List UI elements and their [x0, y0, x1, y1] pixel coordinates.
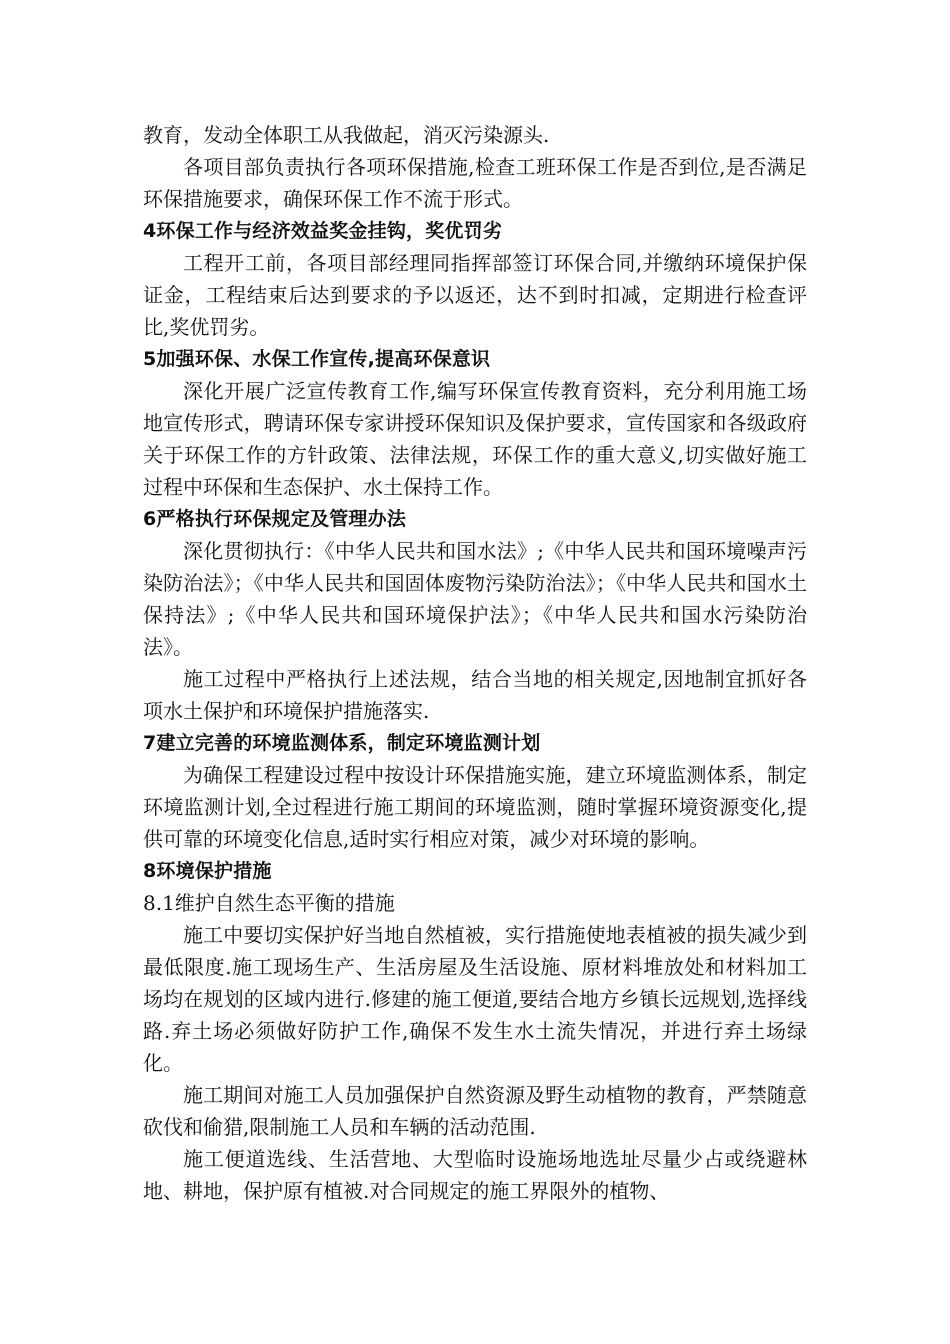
section-heading-4: 4环保工作与经济效益奖金挂钩，奖优罚劣 — [143, 220, 503, 242]
paragraph-7: 为确保工程建设过程中按设计环保措施实施，建立环境监测体系，制定环境监测计划,全过程进行施工期间的环境监测，随时掌握环境资源变化,提供可靠的环境变化信息,适时实行相应对策，减少对环境的影响。 — [143, 763, 807, 851]
paragraph-9: 施工期间对施工人员加强保护自然资源及野生动植物的教育，严禁随意砍伐和偷猎,限制施工人员和车辆的活动范围. — [143, 1083, 807, 1139]
paragraph-2: 各项目部负责执行各项环保措施,检查工班环保工作是否到位,是否满足环保措施要求，确保环保工作不流于形式。 — [143, 155, 807, 211]
section-heading-6: 6严格执行环保规定及管理办法 — [143, 508, 407, 530]
paragraph-4: 深化开展广泛宣传教育工作,编写环保宣传教育资料，充分利用施工场地宣传形式，聘请环保专家讲授环保知识及保护要求，宣传国家和各级政府关于环保工作的方针政策、法律法规，环保工作的重大意义,切实做好施工过程中环保和生态保护、水土保持工作。 — [143, 379, 807, 499]
paragraph-10: 施工便道选线、生活营地、大型临时设施场地选址尽量少占或绕避林地、耕地，保护原有植被.对合同规定的施工界限外的植物、 — [143, 1147, 807, 1203]
document-body — [143, 119, 807, 1207]
paragraph-3: 工程开工前，各项目部经理同指挥部签订环保合同,并缴纳环境保护保证金，工程结束后达到要求的予以返还，达不到时扣减，定期进行检查评比,奖优罚劣。 — [143, 251, 807, 339]
section-heading-7: 7建立完善的环境监测体系，制定环境监测计划 — [143, 732, 541, 754]
subsection-heading-8-1: 8.1维护自然生态平衡的措施 — [143, 891, 395, 915]
paragraph-6: 施工过程中严格执行上述法规，结合当地的相关规定,因地制宜抓好各项水土保护和环境保护措施落实. — [143, 667, 807, 723]
section-heading-8: 8环境保护措施 — [143, 860, 272, 882]
section-heading-5: 5加强环保、水保工作宣传,提高环保意识 — [143, 348, 491, 370]
paragraph-1: 教育，发动全体职工从我做起，消灭污染源头. — [143, 123, 550, 147]
paragraph-8: 施工中要切实保护好当地自然植被，实行措施使地表植被的损失减少到最低限度.施工现场生产、生活房屋及生活设施、原材料堆放处和材料加工场均在规划的区域内进行.修建的施工便道,要结合地方乡镇长远规划,选择线路.弃土场必须做好防护工作,确保不发生水土流失情况，并进行弃土场绿化。 — [143, 923, 807, 1075]
paragraph-5: 深化贯彻执行：《中华人民共和国水法》;《中华人民共和国环境噪声污染防治法》；《中华人民共和国固体废物污染防治法》；《中华人民共和国水土保持法》;《中华人民共和国环境保护法》；《中华人民共和国水污染防治法》。 — [143, 539, 807, 659]
